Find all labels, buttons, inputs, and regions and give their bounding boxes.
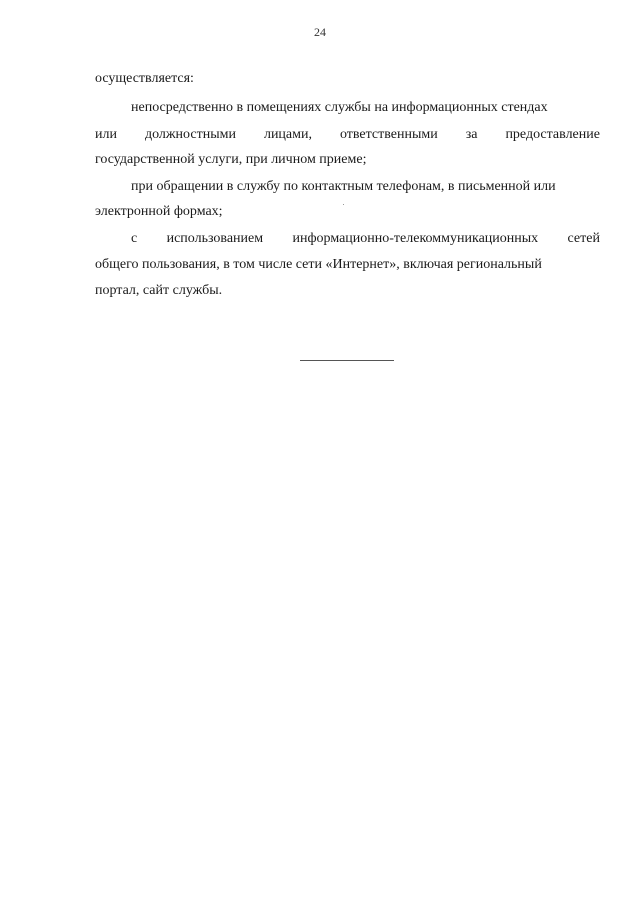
page-number: 24: [314, 25, 326, 39]
text-line-3: [95, 128, 600, 142]
text-line-6: электронной формах;: [95, 204, 223, 219]
word: с: [131, 231, 138, 246]
word: предоставление: [505, 127, 600, 142]
text-line-9: портал, сайт службы.: [95, 283, 223, 298]
text-line-1: осуществляется:: [95, 71, 194, 86]
word: сетей: [567, 231, 600, 246]
text-line-7: [131, 232, 600, 246]
word: должностными: [144, 127, 236, 142]
text-line-8: общего пользования, в том числе сети «Интернет», включая региональный: [95, 257, 542, 272]
text-line-5: при обращении в службу по контактным телефонам, в письменной или: [131, 179, 556, 194]
word: информационно-телекоммуникационных: [292, 231, 539, 246]
text-line-2: [131, 101, 600, 115]
end-separator-line: [300, 360, 394, 361]
word: или: [95, 127, 117, 142]
word: за: [465, 127, 478, 142]
word: использованием: [166, 231, 264, 246]
word: ответственными: [339, 127, 438, 142]
word: лицами,: [263, 127, 312, 142]
scan-speck: [343, 204, 344, 205]
text-line-4: государственной услуги, при личном приеме;: [95, 152, 367, 167]
text-line-2-content: непосредственно в помещениях службы на информационных стендах: [131, 100, 548, 115]
